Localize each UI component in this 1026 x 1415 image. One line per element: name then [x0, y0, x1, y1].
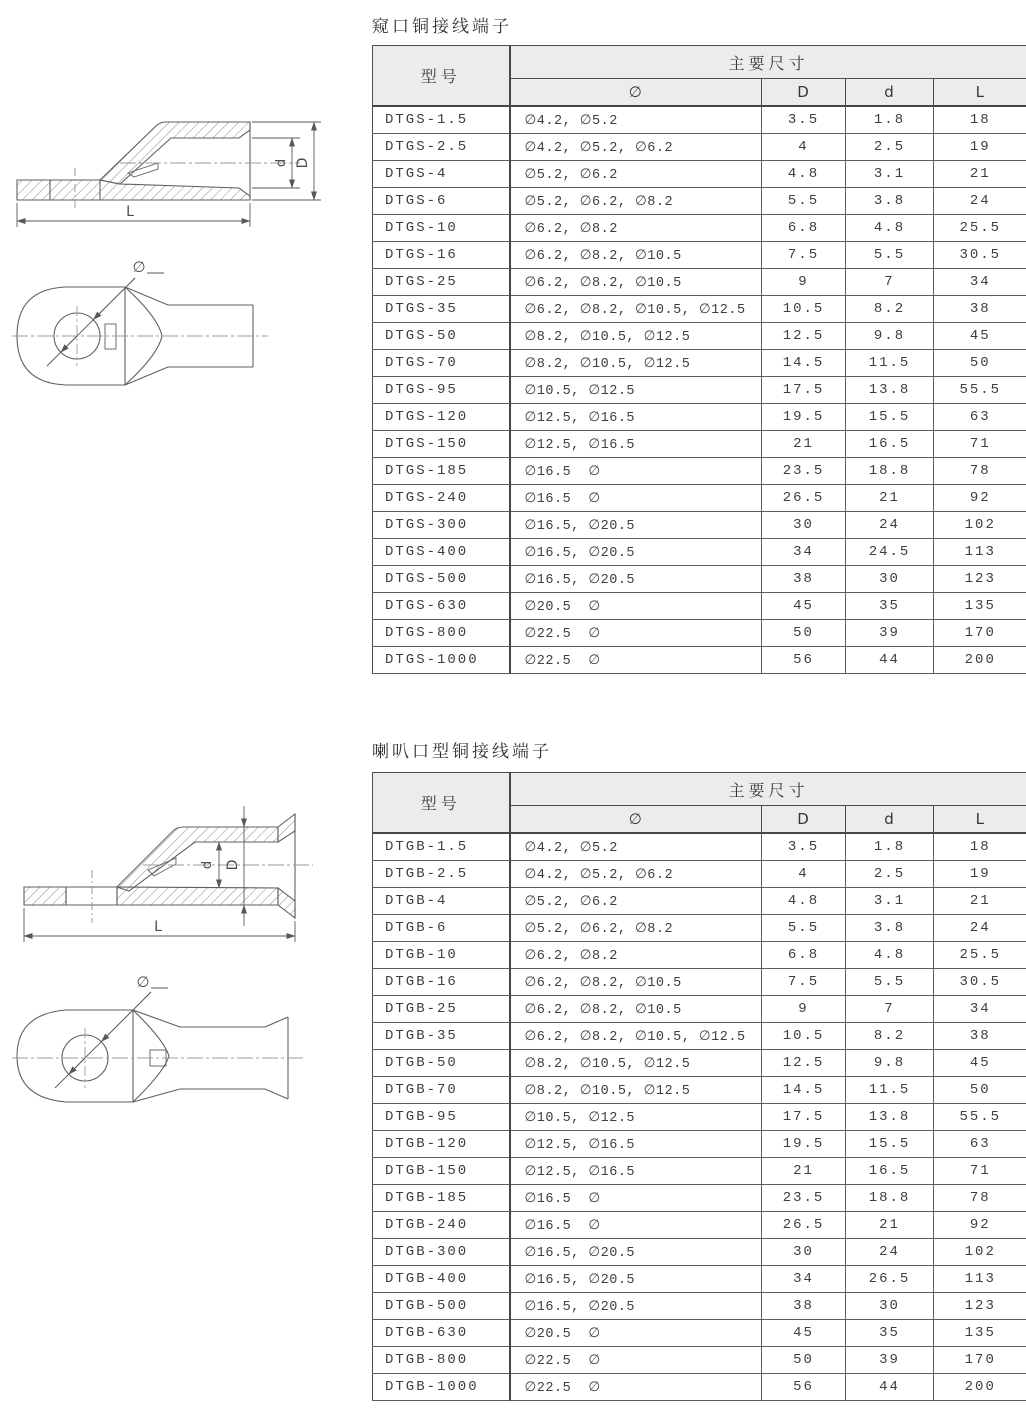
table-row — [373, 1374, 1026, 1401]
cell-diameters: ∅4.2, ∅5.2 — [510, 106, 762, 134]
col-header-model: 型号 — [373, 773, 510, 834]
cell-d: 3.8 — [846, 915, 934, 942]
table-row — [373, 161, 1026, 188]
cell-D: 19.5 — [762, 1131, 846, 1158]
cell-L: 200 — [934, 647, 1026, 674]
cell-D: 50 — [762, 620, 846, 647]
dim-label-dia: ∅ — [136, 973, 150, 991]
dim-label-L: L — [126, 204, 134, 220]
dtgb-dimension-table — [372, 772, 1026, 1401]
cell-D: 4 — [762, 861, 846, 888]
cell-L: 63 — [934, 1131, 1026, 1158]
cell-L: 21 — [934, 161, 1026, 188]
cell-d: 21 — [846, 1212, 934, 1239]
cell-d: 7 — [846, 269, 934, 296]
cell-model: DTGS-10 — [373, 215, 510, 242]
table-row — [373, 485, 1026, 512]
cell-diameters: ∅16.5 ∅ — [510, 458, 762, 485]
cell-D: 6.8 — [762, 215, 846, 242]
cell-L: 170 — [934, 620, 1026, 647]
cell-diameters: ∅16.5, ∅20.5 — [510, 539, 762, 566]
cell-diameters: ∅16.5, ∅20.5 — [510, 566, 762, 593]
cell-d: 16.5 — [846, 431, 934, 458]
cell-diameters: ∅6.2, ∅8.2, ∅10.5 — [510, 242, 762, 269]
cell-diameters: ∅16.5 ∅ — [510, 1212, 762, 1239]
cell-d: 8.2 — [846, 296, 934, 323]
cell-L: 34 — [934, 269, 1026, 296]
cell-L: 24 — [934, 915, 1026, 942]
cell-L: 45 — [934, 1050, 1026, 1077]
cell-D: 26.5 — [762, 1212, 846, 1239]
cell-model: DTGS-185 — [373, 458, 510, 485]
table-row — [373, 134, 1026, 161]
diameter-leader — [55, 988, 168, 1088]
cell-model: DTGB-50 — [373, 1050, 510, 1077]
col-header-d: d — [846, 806, 934, 834]
cell-model: DTGS-25 — [373, 269, 510, 296]
cell-D: 14.5 — [762, 1077, 846, 1104]
cell-model: DTGS-1.5 — [373, 106, 510, 134]
col-header-dia: ∅ — [510, 806, 762, 834]
cell-D: 9 — [762, 996, 846, 1023]
cell-L: 25.5 — [934, 942, 1026, 969]
cell-model: DTGS-70 — [373, 350, 510, 377]
cell-L: 170 — [934, 1347, 1026, 1374]
cell-model: DTGS-50 — [373, 323, 510, 350]
cell-model: DTGS-500 — [373, 566, 510, 593]
cell-d: 15.5 — [846, 404, 934, 431]
cell-D: 50 — [762, 1347, 846, 1374]
cell-L: 19 — [934, 134, 1026, 161]
cell-model: DTGB-70 — [373, 1077, 510, 1104]
dtgb-table-title: 喇叭口型铜接线端子 — [372, 742, 552, 762]
table-row — [373, 1320, 1026, 1347]
table-row — [373, 969, 1026, 996]
cell-L: 19 — [934, 861, 1026, 888]
cell-L: 123 — [934, 566, 1026, 593]
cell-model: DTGB-25 — [373, 996, 510, 1023]
cell-diameters: ∅16.5 ∅ — [510, 1185, 762, 1212]
cell-L: 38 — [934, 296, 1026, 323]
cell-L: 34 — [934, 996, 1026, 1023]
table-row — [373, 888, 1026, 915]
table-row — [373, 1023, 1026, 1050]
cell-model: DTGB-35 — [373, 1023, 510, 1050]
cell-D: 30 — [762, 512, 846, 539]
table-row — [373, 242, 1026, 269]
cell-d: 30 — [846, 1293, 934, 1320]
cell-L: 18 — [934, 833, 1026, 861]
cell-d: 4.8 — [846, 942, 934, 969]
cell-d: 7 — [846, 996, 934, 1023]
cell-diameters: ∅16.5, ∅20.5 — [510, 1293, 762, 1320]
dtgb-plan-view-drawing — [8, 965, 318, 1115]
cell-d: 21 — [846, 485, 934, 512]
cell-L: 200 — [934, 1374, 1026, 1401]
cell-L: 102 — [934, 512, 1026, 539]
cell-diameters: ∅6.2, ∅8.2, ∅10.5 — [510, 269, 762, 296]
table-row — [373, 861, 1026, 888]
cell-D: 5.5 — [762, 915, 846, 942]
cell-d: 35 — [846, 1320, 934, 1347]
dim-label-d: d — [200, 860, 215, 870]
cell-diameters: ∅6.2, ∅8.2, ∅10.5, ∅12.5 — [510, 1023, 762, 1050]
table-row — [373, 1185, 1026, 1212]
cell-model: DTGS-1000 — [373, 647, 510, 674]
cell-L: 50 — [934, 1077, 1026, 1104]
cell-D: 3.5 — [762, 833, 846, 861]
cell-D: 38 — [762, 566, 846, 593]
col-header-D: D — [762, 806, 846, 834]
cell-model: DTGS-400 — [373, 539, 510, 566]
cell-d: 2.5 — [846, 134, 934, 161]
cell-D: 34 — [762, 1266, 846, 1293]
cell-model: DTGB-630 — [373, 1320, 510, 1347]
cell-diameters: ∅4.2, ∅5.2 — [510, 833, 762, 861]
col-header-D: D — [762, 79, 846, 107]
dim-label-D: D — [225, 859, 241, 871]
cell-L: 21 — [934, 888, 1026, 915]
cell-model: DTGB-16 — [373, 969, 510, 996]
cell-diameters: ∅4.2, ∅5.2, ∅6.2 — [510, 861, 762, 888]
table-row — [373, 377, 1026, 404]
cell-diameters: ∅16.5, ∅20.5 — [510, 1239, 762, 1266]
cell-D: 23.5 — [762, 1185, 846, 1212]
cell-model: DTGB-6 — [373, 915, 510, 942]
cell-d: 3.1 — [846, 888, 934, 915]
table-row — [373, 566, 1026, 593]
col-header-L: L — [934, 79, 1026, 107]
cell-d: 1.8 — [846, 106, 934, 134]
cell-d: 18.8 — [846, 1185, 934, 1212]
cell-D: 30 — [762, 1239, 846, 1266]
table-row — [373, 458, 1026, 485]
cell-D: 38 — [762, 1293, 846, 1320]
cell-diameters: ∅8.2, ∅10.5, ∅12.5 — [510, 323, 762, 350]
cell-L: 38 — [934, 1023, 1026, 1050]
table-row — [373, 269, 1026, 296]
cell-L: 92 — [934, 485, 1026, 512]
table-row — [373, 915, 1026, 942]
cell-diameters: ∅12.5, ∅16.5 — [510, 431, 762, 458]
cell-model: DTGB-4 — [373, 888, 510, 915]
cell-L: 113 — [934, 1266, 1026, 1293]
cell-d: 24 — [846, 1239, 934, 1266]
cell-D: 45 — [762, 593, 846, 620]
table-row — [373, 350, 1026, 377]
table-row — [373, 1050, 1026, 1077]
cell-diameters: ∅4.2, ∅5.2, ∅6.2 — [510, 134, 762, 161]
cell-d: 3.1 — [846, 161, 934, 188]
cell-L: 63 — [934, 404, 1026, 431]
cell-L: 135 — [934, 593, 1026, 620]
cell-diameters: ∅12.5, ∅16.5 — [510, 1131, 762, 1158]
dtgs-side-view-drawing — [8, 105, 328, 230]
cell-d: 8.2 — [846, 1023, 934, 1050]
table-row — [373, 1347, 1026, 1374]
cell-d: 39 — [846, 620, 934, 647]
cell-diameters: ∅12.5, ∅16.5 — [510, 404, 762, 431]
cell-model: DTGS-630 — [373, 593, 510, 620]
table-row — [373, 1158, 1026, 1185]
cell-model: DTGB-2.5 — [373, 861, 510, 888]
table-row — [373, 1131, 1026, 1158]
cell-d: 4.8 — [846, 215, 934, 242]
cell-L: 30.5 — [934, 969, 1026, 996]
cell-diameters: ∅22.5 ∅ — [510, 1347, 762, 1374]
cell-L: 71 — [934, 1158, 1026, 1185]
cell-diameters: ∅16.5 ∅ — [510, 485, 762, 512]
cell-L: 24 — [934, 188, 1026, 215]
table-row — [373, 1077, 1026, 1104]
cell-d: 24 — [846, 512, 934, 539]
table-row — [373, 404, 1026, 431]
cell-diameters: ∅5.2, ∅6.2, ∅8.2 — [510, 915, 762, 942]
col-header-dia: ∅ — [510, 79, 762, 107]
cell-D: 10.5 — [762, 1023, 846, 1050]
cell-d: 30 — [846, 566, 934, 593]
cell-L: 18 — [934, 106, 1026, 134]
cell-diameters: ∅22.5 ∅ — [510, 1374, 762, 1401]
cell-diameters: ∅10.5, ∅12.5 — [510, 377, 762, 404]
cell-d: 9.8 — [846, 323, 934, 350]
table-row — [373, 593, 1026, 620]
cell-L: 55.5 — [934, 1104, 1026, 1131]
cell-D: 3.5 — [762, 106, 846, 134]
cell-diameters: ∅6.2, ∅8.2, ∅10.5 — [510, 996, 762, 1023]
cell-d: 1.8 — [846, 833, 934, 861]
cell-D: 10.5 — [762, 296, 846, 323]
cell-d: 15.5 — [846, 1131, 934, 1158]
cell-d: 35 — [846, 593, 934, 620]
cell-model: DTGB-10 — [373, 942, 510, 969]
cell-diameters: ∅6.2, ∅8.2 — [510, 215, 762, 242]
col-header-model: 型号 — [373, 46, 510, 107]
dtgs-plan-view-drawing — [8, 255, 338, 400]
cell-model: DTGS-2.5 — [373, 134, 510, 161]
cell-L: 78 — [934, 1185, 1026, 1212]
cell-d: 44 — [846, 1374, 934, 1401]
cell-model: DTGS-35 — [373, 296, 510, 323]
table-row — [373, 1104, 1026, 1131]
cell-model: DTGB-240 — [373, 1212, 510, 1239]
table-row — [373, 512, 1026, 539]
cell-D: 19.5 — [762, 404, 846, 431]
cell-d: 9.8 — [846, 1050, 934, 1077]
cell-d: 13.8 — [846, 1104, 934, 1131]
cell-D: 5.5 — [762, 188, 846, 215]
table-row — [373, 942, 1026, 969]
cell-D: 21 — [762, 1158, 846, 1185]
cell-d: 5.5 — [846, 242, 934, 269]
cell-model: DTGB-1000 — [373, 1374, 510, 1401]
cell-d: 5.5 — [846, 969, 934, 996]
cell-D: 17.5 — [762, 1104, 846, 1131]
inspection-slot — [105, 324, 116, 349]
cell-D: 56 — [762, 647, 846, 674]
cell-D: 21 — [762, 431, 846, 458]
table-row — [373, 188, 1026, 215]
dim-label-dia: ∅ — [132, 258, 146, 276]
cell-diameters: ∅8.2, ∅10.5, ∅12.5 — [510, 350, 762, 377]
table-row — [373, 1266, 1026, 1293]
cell-D: 12.5 — [762, 1050, 846, 1077]
cell-model: DTGS-95 — [373, 377, 510, 404]
cell-d: 18.8 — [846, 458, 934, 485]
cell-diameters: ∅6.2, ∅8.2, ∅10.5, ∅12.5 — [510, 296, 762, 323]
table-row — [373, 996, 1026, 1023]
cell-D: 4 — [762, 134, 846, 161]
cell-model: DTGB-120 — [373, 1131, 510, 1158]
cell-model: DTGS-300 — [373, 512, 510, 539]
table-row — [373, 296, 1026, 323]
cell-model: DTGB-95 — [373, 1104, 510, 1131]
cell-D: 12.5 — [762, 323, 846, 350]
table-row — [373, 323, 1026, 350]
cell-diameters: ∅22.5 ∅ — [510, 647, 762, 674]
cell-D: 17.5 — [762, 377, 846, 404]
table-body — [373, 106, 1026, 674]
cell-diameters: ∅20.5 ∅ — [510, 593, 762, 620]
table-row — [373, 431, 1026, 458]
col-header-main-dims: 主要尺寸 — [510, 773, 1026, 806]
table-row — [373, 215, 1026, 242]
cell-L: 30.5 — [934, 242, 1026, 269]
cell-L: 50 — [934, 350, 1026, 377]
cell-d: 44 — [846, 647, 934, 674]
cell-model: DTGB-300 — [373, 1239, 510, 1266]
cell-diameters: ∅6.2, ∅8.2, ∅10.5 — [510, 969, 762, 996]
table-body — [373, 833, 1026, 1401]
cell-D: 56 — [762, 1374, 846, 1401]
cell-d: 13.8 — [846, 377, 934, 404]
table-row — [373, 1212, 1026, 1239]
cell-model: DTGS-120 — [373, 404, 510, 431]
cell-D: 4.8 — [762, 161, 846, 188]
cell-diameters: ∅5.2, ∅6.2 — [510, 888, 762, 915]
cell-d: 11.5 — [846, 350, 934, 377]
cell-diameters: ∅16.5, ∅20.5 — [510, 512, 762, 539]
cell-model: DTGB-185 — [373, 1185, 510, 1212]
cell-L: 55.5 — [934, 377, 1026, 404]
cell-D: 34 — [762, 539, 846, 566]
col-header-L: L — [934, 806, 1026, 834]
cell-D: 9 — [762, 269, 846, 296]
dim-label-d: d — [274, 158, 289, 168]
dim-label-L: L — [154, 919, 162, 935]
cell-model: DTGS-6 — [373, 188, 510, 215]
cell-diameters: ∅20.5 ∅ — [510, 1320, 762, 1347]
cell-L: 102 — [934, 1239, 1026, 1266]
cell-D: 7.5 — [762, 242, 846, 269]
dtgb-side-view-drawing — [8, 790, 338, 950]
cell-D: 45 — [762, 1320, 846, 1347]
cell-L: 25.5 — [934, 215, 1026, 242]
cell-D: 23.5 — [762, 458, 846, 485]
cell-L: 113 — [934, 539, 1026, 566]
table-row — [373, 1293, 1026, 1320]
cell-L: 92 — [934, 1212, 1026, 1239]
cell-model: DTGS-800 — [373, 620, 510, 647]
cell-L: 135 — [934, 1320, 1026, 1347]
cell-diameters: ∅6.2, ∅8.2 — [510, 942, 762, 969]
cell-d: 26.5 — [846, 1266, 934, 1293]
cell-L: 78 — [934, 458, 1026, 485]
cell-D: 26.5 — [762, 485, 846, 512]
dim-label-D: D — [295, 157, 311, 169]
cell-L: 45 — [934, 323, 1026, 350]
col-header-main-dims: 主要尺寸 — [510, 46, 1026, 79]
cell-model: DTGB-150 — [373, 1158, 510, 1185]
col-header-d: d — [846, 79, 934, 107]
cell-d: 16.5 — [846, 1158, 934, 1185]
cell-model: DTGB-500 — [373, 1293, 510, 1320]
cell-L: 123 — [934, 1293, 1026, 1320]
cell-model: DTGS-150 — [373, 431, 510, 458]
cell-L: 71 — [934, 431, 1026, 458]
cell-diameters: ∅10.5, ∅12.5 — [510, 1104, 762, 1131]
cell-d: 24.5 — [846, 539, 934, 566]
cell-D: 6.8 — [762, 942, 846, 969]
cell-diameters: ∅12.5, ∅16.5 — [510, 1158, 762, 1185]
cell-d: 11.5 — [846, 1077, 934, 1104]
table-row — [373, 1239, 1026, 1266]
cell-diameters: ∅5.2, ∅6.2 — [510, 161, 762, 188]
cell-diameters: ∅8.2, ∅10.5, ∅12.5 — [510, 1050, 762, 1077]
cell-diameters: ∅5.2, ∅6.2, ∅8.2 — [510, 188, 762, 215]
table-row — [373, 833, 1026, 861]
table-row — [373, 106, 1026, 134]
table-row — [373, 647, 1026, 674]
cell-model: DTGB-800 — [373, 1347, 510, 1374]
cell-model: DTGB-400 — [373, 1266, 510, 1293]
table-row — [373, 620, 1026, 647]
cell-D: 14.5 — [762, 350, 846, 377]
dtgs-table-title: 窥口铜接线端子 — [372, 17, 512, 37]
cell-diameters: ∅22.5 ∅ — [510, 620, 762, 647]
cell-diameters: ∅16.5, ∅20.5 — [510, 1266, 762, 1293]
cell-d: 2.5 — [846, 861, 934, 888]
cell-model: DTGS-240 — [373, 485, 510, 512]
cell-d: 3.8 — [846, 188, 934, 215]
cell-diameters: ∅8.2, ∅10.5, ∅12.5 — [510, 1077, 762, 1104]
cell-d: 39 — [846, 1347, 934, 1374]
cell-model: DTGB-1.5 — [373, 833, 510, 861]
cell-model: DTGS-16 — [373, 242, 510, 269]
cell-D: 7.5 — [762, 969, 846, 996]
dtgs-dimension-table — [372, 45, 1026, 674]
cell-model: DTGS-4 — [373, 161, 510, 188]
table-row — [373, 539, 1026, 566]
cell-D: 4.8 — [762, 888, 846, 915]
